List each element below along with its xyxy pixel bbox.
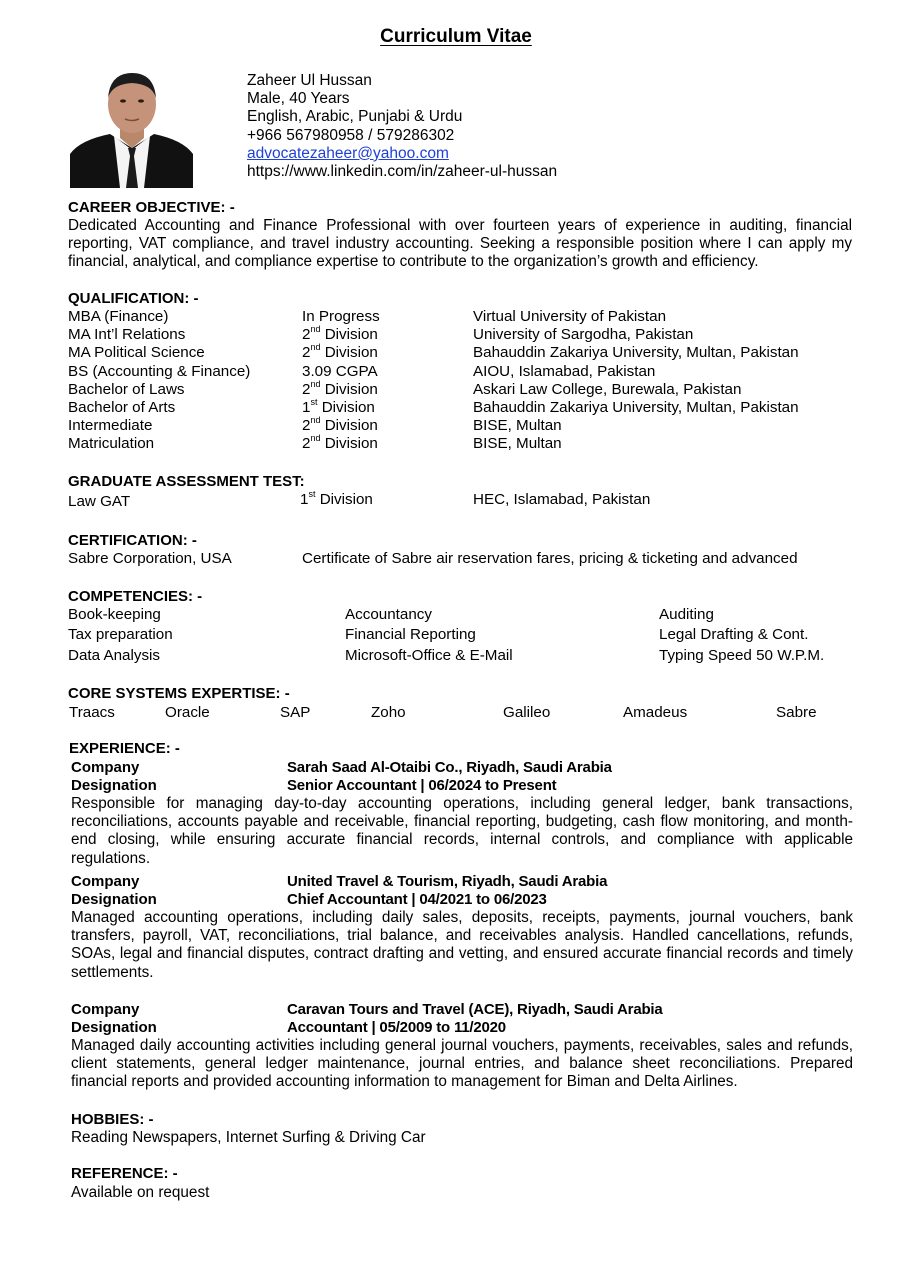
profile-photo-image [70, 70, 193, 188]
qualification-result: 2nd Division [302, 324, 378, 343]
competency-item: Microsoft-Office & E-Mail [345, 647, 513, 664]
core-system-item: Galileo [503, 704, 551, 721]
competency-item: Financial Reporting [345, 626, 476, 643]
gat-result: 1st Division [300, 489, 373, 508]
qualification-row [0, 417, 906, 435]
designation-value: Senior Accountant | 06/2024 to Present [287, 777, 557, 794]
core-system-item: Amadeus [623, 704, 688, 721]
competencies-heading: COMPETENCIES: - [68, 588, 203, 605]
company-label: Company [71, 759, 140, 776]
gender-age: Male, 40 Years [247, 90, 350, 108]
job-description: Managed daily accounting activities including general journal vouchers, payments, receivables, sales and refunds, client statements, general ledger maintenance, journal entries, and balance sheet reconciliations. Prepared financial reports and provided accounting information to management for Biman and Delta Airlines. [71, 1037, 853, 1091]
qualification-institute: Bahauddin Zakariya University, Multan, Pakistan [473, 399, 799, 416]
qualification-degree: Bachelor of Laws [68, 381, 185, 398]
qualification-result: 2nd Division [302, 342, 378, 361]
gat-heading: GRADUATE ASSESSMENT TEST: [68, 473, 305, 490]
job-description: Managed accounting operations, including daily sales, deposits, receipts, payments, journal vouchers, bank transfers, payroll, VAT, reconciliations, trial balance, and receivables analysis. Handled cancellations, refunds, SOAs, legal and financial disputes, contract drafting and vetting, and ensured accurate financial records and timely settlements. [71, 909, 853, 981]
qualification-row [0, 381, 906, 399]
core-system-item: Zoho [371, 704, 406, 721]
competencies-row [0, 606, 906, 624]
certification-detail: Certificate of Sabre air reservation fares, pricing & ticketing and advanced [302, 550, 798, 567]
competencies-row [0, 626, 906, 644]
competency-item: Legal Drafting & Cont. [659, 626, 809, 643]
core-system-item: Traacs [69, 704, 115, 721]
designation-label: Designation [71, 777, 157, 794]
company-name: Sarah Saad Al-Otaibi Co., Riyadh, Saudi Arabia [287, 759, 612, 776]
gat-test: Law GAT [68, 493, 131, 510]
experience-heading: EXPERIENCE: - [69, 740, 180, 757]
qualification-row [0, 326, 906, 344]
company-name: Caravan Tours and Travel (ACE), Riyadh, Saudi Arabia [287, 1001, 663, 1018]
gat-row [0, 489, 906, 510]
qualification-result: 1st Division [302, 397, 375, 416]
profile-photo [70, 70, 193, 188]
company-name: United Travel & Tourism, Riyadh, Saudi Arabia [287, 873, 608, 890]
hobbies-text: Reading Newspapers, Internet Surfing & Driving Car [71, 1129, 426, 1146]
reference-heading: REFERENCE: - [71, 1165, 178, 1182]
qualification-row [0, 399, 906, 417]
core-system-item: SAP [280, 704, 311, 721]
core-system-item: Oracle [165, 704, 210, 721]
document-title: Curriculum Vitae [380, 26, 532, 47]
company-label: Company [71, 1001, 140, 1018]
gat-institute: HEC, Islamabad, Pakistan [473, 491, 651, 508]
competency-item: Accountancy [345, 606, 432, 623]
qualification-institute: BISE, Multan [473, 435, 562, 452]
languages: English, Arabic, Punjabi & Urdu [247, 108, 463, 126]
qualification-row [0, 363, 906, 381]
competency-item: Data Analysis [68, 647, 161, 664]
qualification-row [0, 344, 906, 362]
certification-row [0, 550, 906, 568]
qualification-degree: MA Political Science [68, 344, 205, 361]
company-label: Company [71, 873, 140, 890]
designation-label: Designation [71, 1019, 157, 1036]
qualification-row [0, 435, 906, 453]
qualification-result: 2nd Division [302, 433, 378, 452]
qualification-institute: Virtual University of Pakistan [473, 308, 667, 325]
qualification-institute: Bahauddin Zakariya University, Multan, Pakistan [473, 344, 799, 361]
certification-issuer: Sabre Corporation, USA [68, 550, 232, 567]
competency-item: Auditing [659, 606, 714, 623]
competency-item: Book-keeping [68, 606, 161, 623]
qualification-degree: MBA (Finance) [68, 308, 169, 325]
qualification-institute: BISE, Multan [473, 417, 562, 434]
linkedin-url[interactable]: https://www.linkedin.com/in/zaheer-ul-hussan [247, 163, 558, 181]
qualification-degree: MA Int’l Relations [68, 326, 186, 343]
designation-label: Designation [71, 891, 157, 908]
qualification-heading: QUALIFICATION: - [68, 290, 199, 307]
qualification-result: 2nd Division [302, 379, 378, 398]
qualification-result: In Progress [302, 308, 380, 325]
job-description: Responsible for managing day-to-day accounting operations, including general ledger, bank transactions, reconciliations, accounts payable and receivable, financial reporting, budgeting, cash flow monitoring, and month-end closing, while ensuring accurate financial records, internal controls, and compliance with applicable regulations. [71, 795, 853, 867]
qualification-institute: AIOU, Islamabad, Pakistan [473, 363, 656, 380]
reference-text: Available on request [71, 1184, 210, 1201]
qualification-result: 3.09 CGPA [302, 363, 378, 380]
designation-value: Accountant | 05/2009 to 11/2020 [287, 1019, 506, 1036]
qualification-degree: Bachelor of Arts [68, 399, 176, 416]
career-objective-text: Dedicated Accounting and Finance Professional with over fourteen years of experience in auditing, financial reporting, VAT compliance, and travel industry accounting. Seeking a responsible position where I can apply my financial, analytical, and compliance expertise to contribute to the organization’s growth and efficiency. [68, 217, 852, 271]
email-link[interactable]: advocatezaheer@yahoo.com [247, 144, 449, 162]
qualification-institute: Askari Law College, Burewala, Pakistan [473, 381, 742, 398]
competency-item: Typing Speed 50 W.P.M. [659, 647, 825, 664]
qualification-institute: University of Sargodha, Pakistan [473, 326, 694, 343]
contact-block [247, 72, 557, 181]
qualification-degree: Matriculation [68, 435, 155, 452]
qualification-degree: Intermediate [68, 417, 153, 434]
career-objective-heading: CAREER OBJECTIVE: - [68, 199, 235, 216]
designation-value: Chief Accountant | 04/2021 to 06/2023 [287, 891, 547, 908]
core-systems-heading: CORE SYSTEMS EXPERTISE: - [68, 685, 290, 702]
competencies-row [0, 647, 906, 665]
hobbies-heading: HOBBIES: - [71, 1111, 154, 1128]
phone-number: +966 567980958 / 579286302 [247, 126, 455, 144]
qualification-row [0, 308, 906, 326]
candidate-name: Zaheer Ul Hussan [247, 72, 372, 89]
core-systems-list [0, 704, 906, 722]
qualification-result: 2nd Division [302, 415, 378, 434]
qualification-degree: BS (Accounting & Finance) [68, 363, 251, 380]
core-system-item: Sabre [776, 704, 817, 721]
certification-heading: CERTIFICATION: - [68, 532, 197, 549]
competency-item: Tax preparation [68, 626, 173, 643]
